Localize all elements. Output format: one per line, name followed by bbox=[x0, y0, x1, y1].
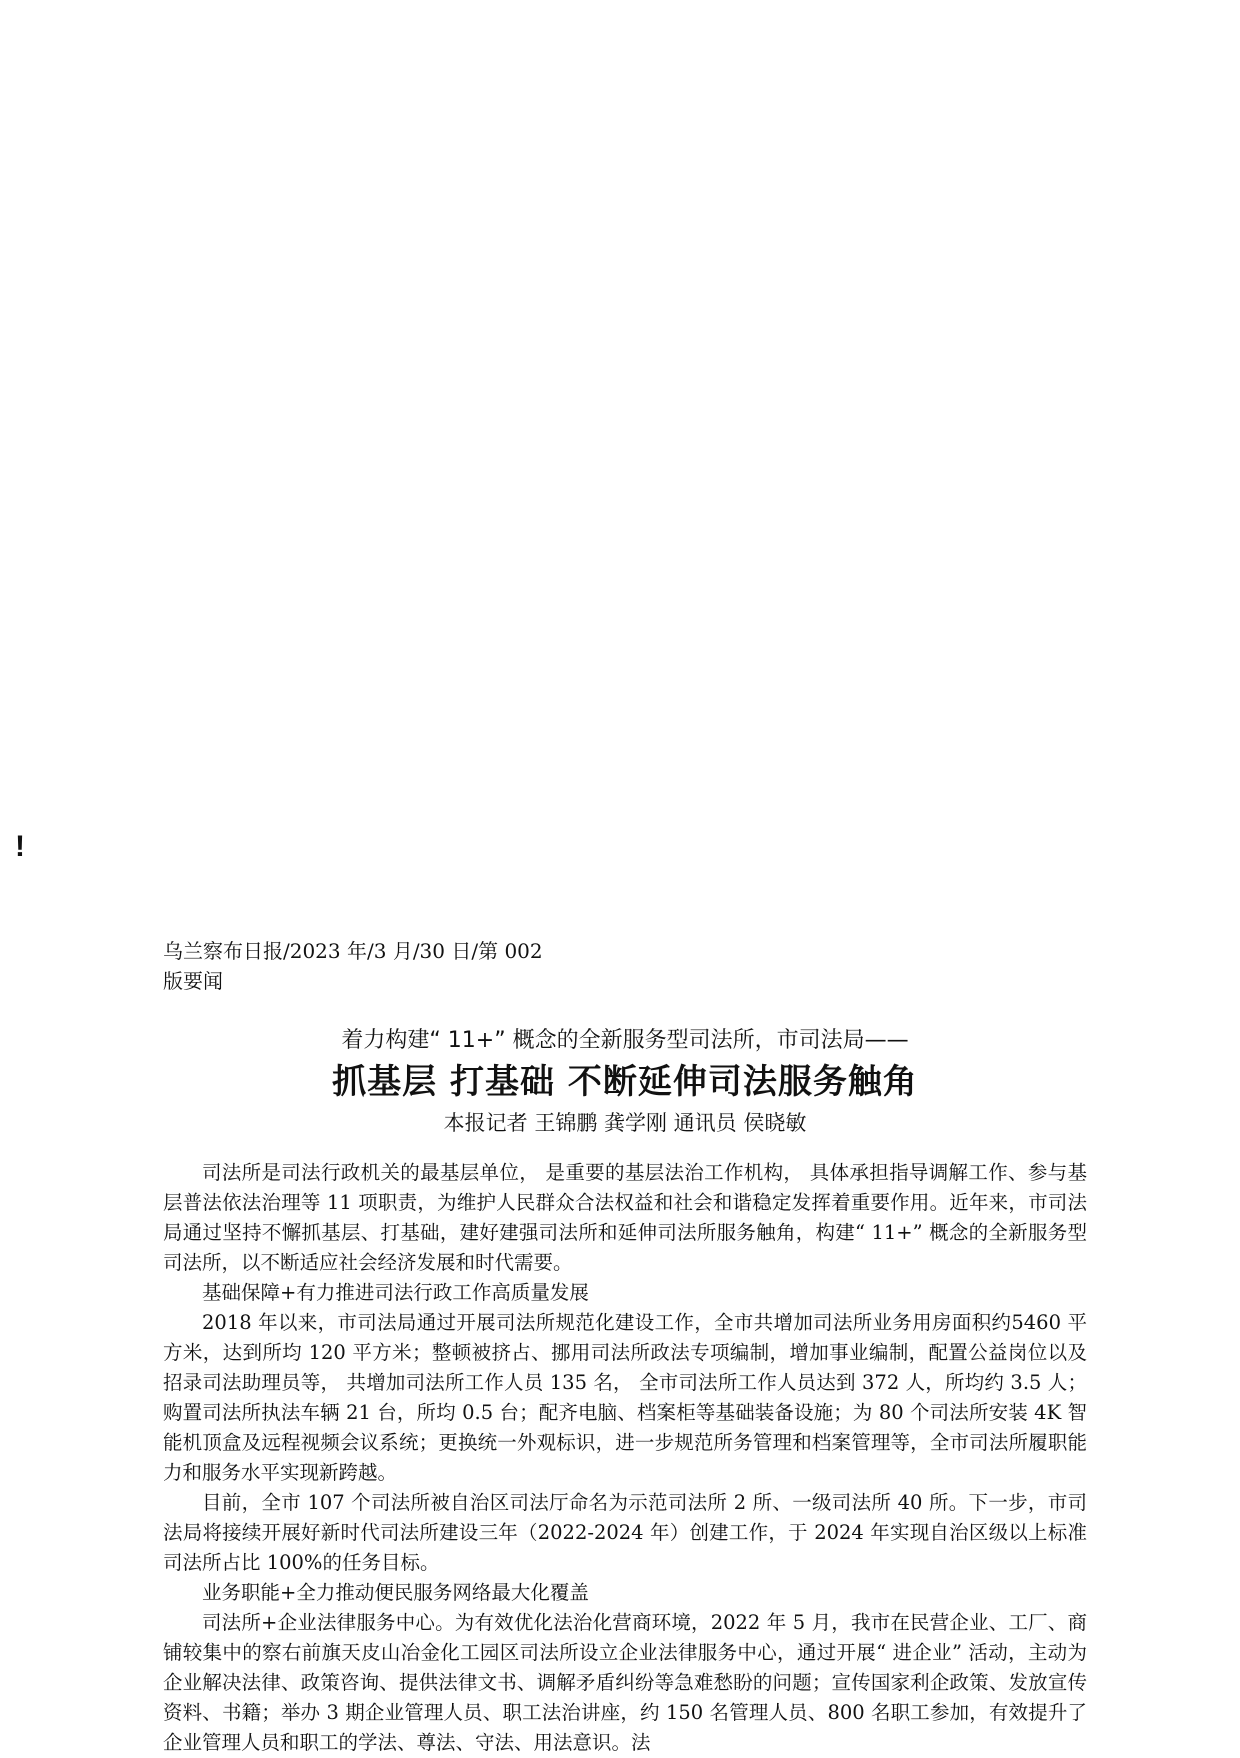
article-headline: 抓基层 打基础 不断延伸司法服务触角 bbox=[332, 1062, 918, 1102]
paragraph: 2018 年以来，市司法局通过开展司法所规范化建设工作，全市共增加司法所业务用房面积约5460 平方米，达到所均 120 平方米；整顿被挤占、挪用司法所政法专项编制，增加事业编制，配置公益岗位以及招录司法助理员等， 共增加司法所工作人员 135 名， 全市司法所工作人员达到 372 人，所均约 3.5 人；购置司法所执法车辆 21 台，所均 0.5 台；配齐电脑、档案柜等基础装备设施；为 80 个司法所安装 4K 智能机顶盒及远程视频会议系统；更换统一外观标识，进一步规范所务管理和档案管理等，全市司法所履职能力和服务水平实现新跨越。 bbox=[163, 1311, 1087, 1484]
source-line-2: 版要闻 bbox=[163, 969, 223, 993]
article-header bbox=[163, 1023, 1087, 1139]
paragraph: 司法所+企业法律服务中心。为有效优化法治化营商环境，2022 年 5 月，我市在民营企业、工厂、商铺较集中的察右前旗天皮山冶金化工园区司法所设立企业法律服务中心，通过开展“ 进企业” 活动，主动为企业解决法律、政策咨询、提供法律文书、调解矛盾纠纷等急难愁盼的问题；宣传国家利企政策、发放宣传资料、书籍；举办 3 期企业管理人员、职工法治讲座，约 150 名管理人员、800 名职工参加，有效提升了企业管理人员和职工的学法、尊法、守法、用法意识。法 bbox=[163, 1611, 1087, 1754]
section-heading: 业务职能+全力推动便民服务网络最大化覆盖 bbox=[202, 1581, 589, 1604]
paragraph: 目前，全市 107 个司法所被自治区司法厅命名为示范司法所 2 所、一级司法所 40 所。下一步，市司法局将接续开展好新时代司法所建设三年（2022-2024 年）创建工作，于 2024 年实现自治区级以上标准司法所占比 100%的任务目标。 bbox=[163, 1491, 1087, 1574]
warning-mark: ! bbox=[15, 830, 25, 863]
source-line bbox=[163, 936, 543, 996]
article-kicker: 着力构建“ 11+” 概念的全新服务型司法所，市司法局—— bbox=[341, 1028, 909, 1053]
article-body bbox=[163, 1158, 1087, 1758]
source-line-1: 乌兰察布日报/2023 年/3 月/30 日/第 002 bbox=[163, 939, 543, 963]
paragraph: 司法所是司法行政机关的最基层单位， 是重要的基层法治工作机构， 具体承担指导调解工作、参与基层普法依法治理等 11 项职责，为维护人民群众合法权益和社会和谐稳定发挥着重要作用。近年来，市司法局通过坚持不懈抓基层、打基础，建好建强司法所和延伸司法所服务触角，构建“ 11+” 概念的全新服务型司法所，以不断适应社会经济发展和时代需要。 bbox=[163, 1161, 1087, 1274]
section-heading: 基础保障+有力推进司法行政工作高质量发展 bbox=[202, 1281, 589, 1304]
article-byline: 本报记者 王锦鹏 龚学刚 通讯员 侯晓敏 bbox=[443, 1111, 807, 1135]
